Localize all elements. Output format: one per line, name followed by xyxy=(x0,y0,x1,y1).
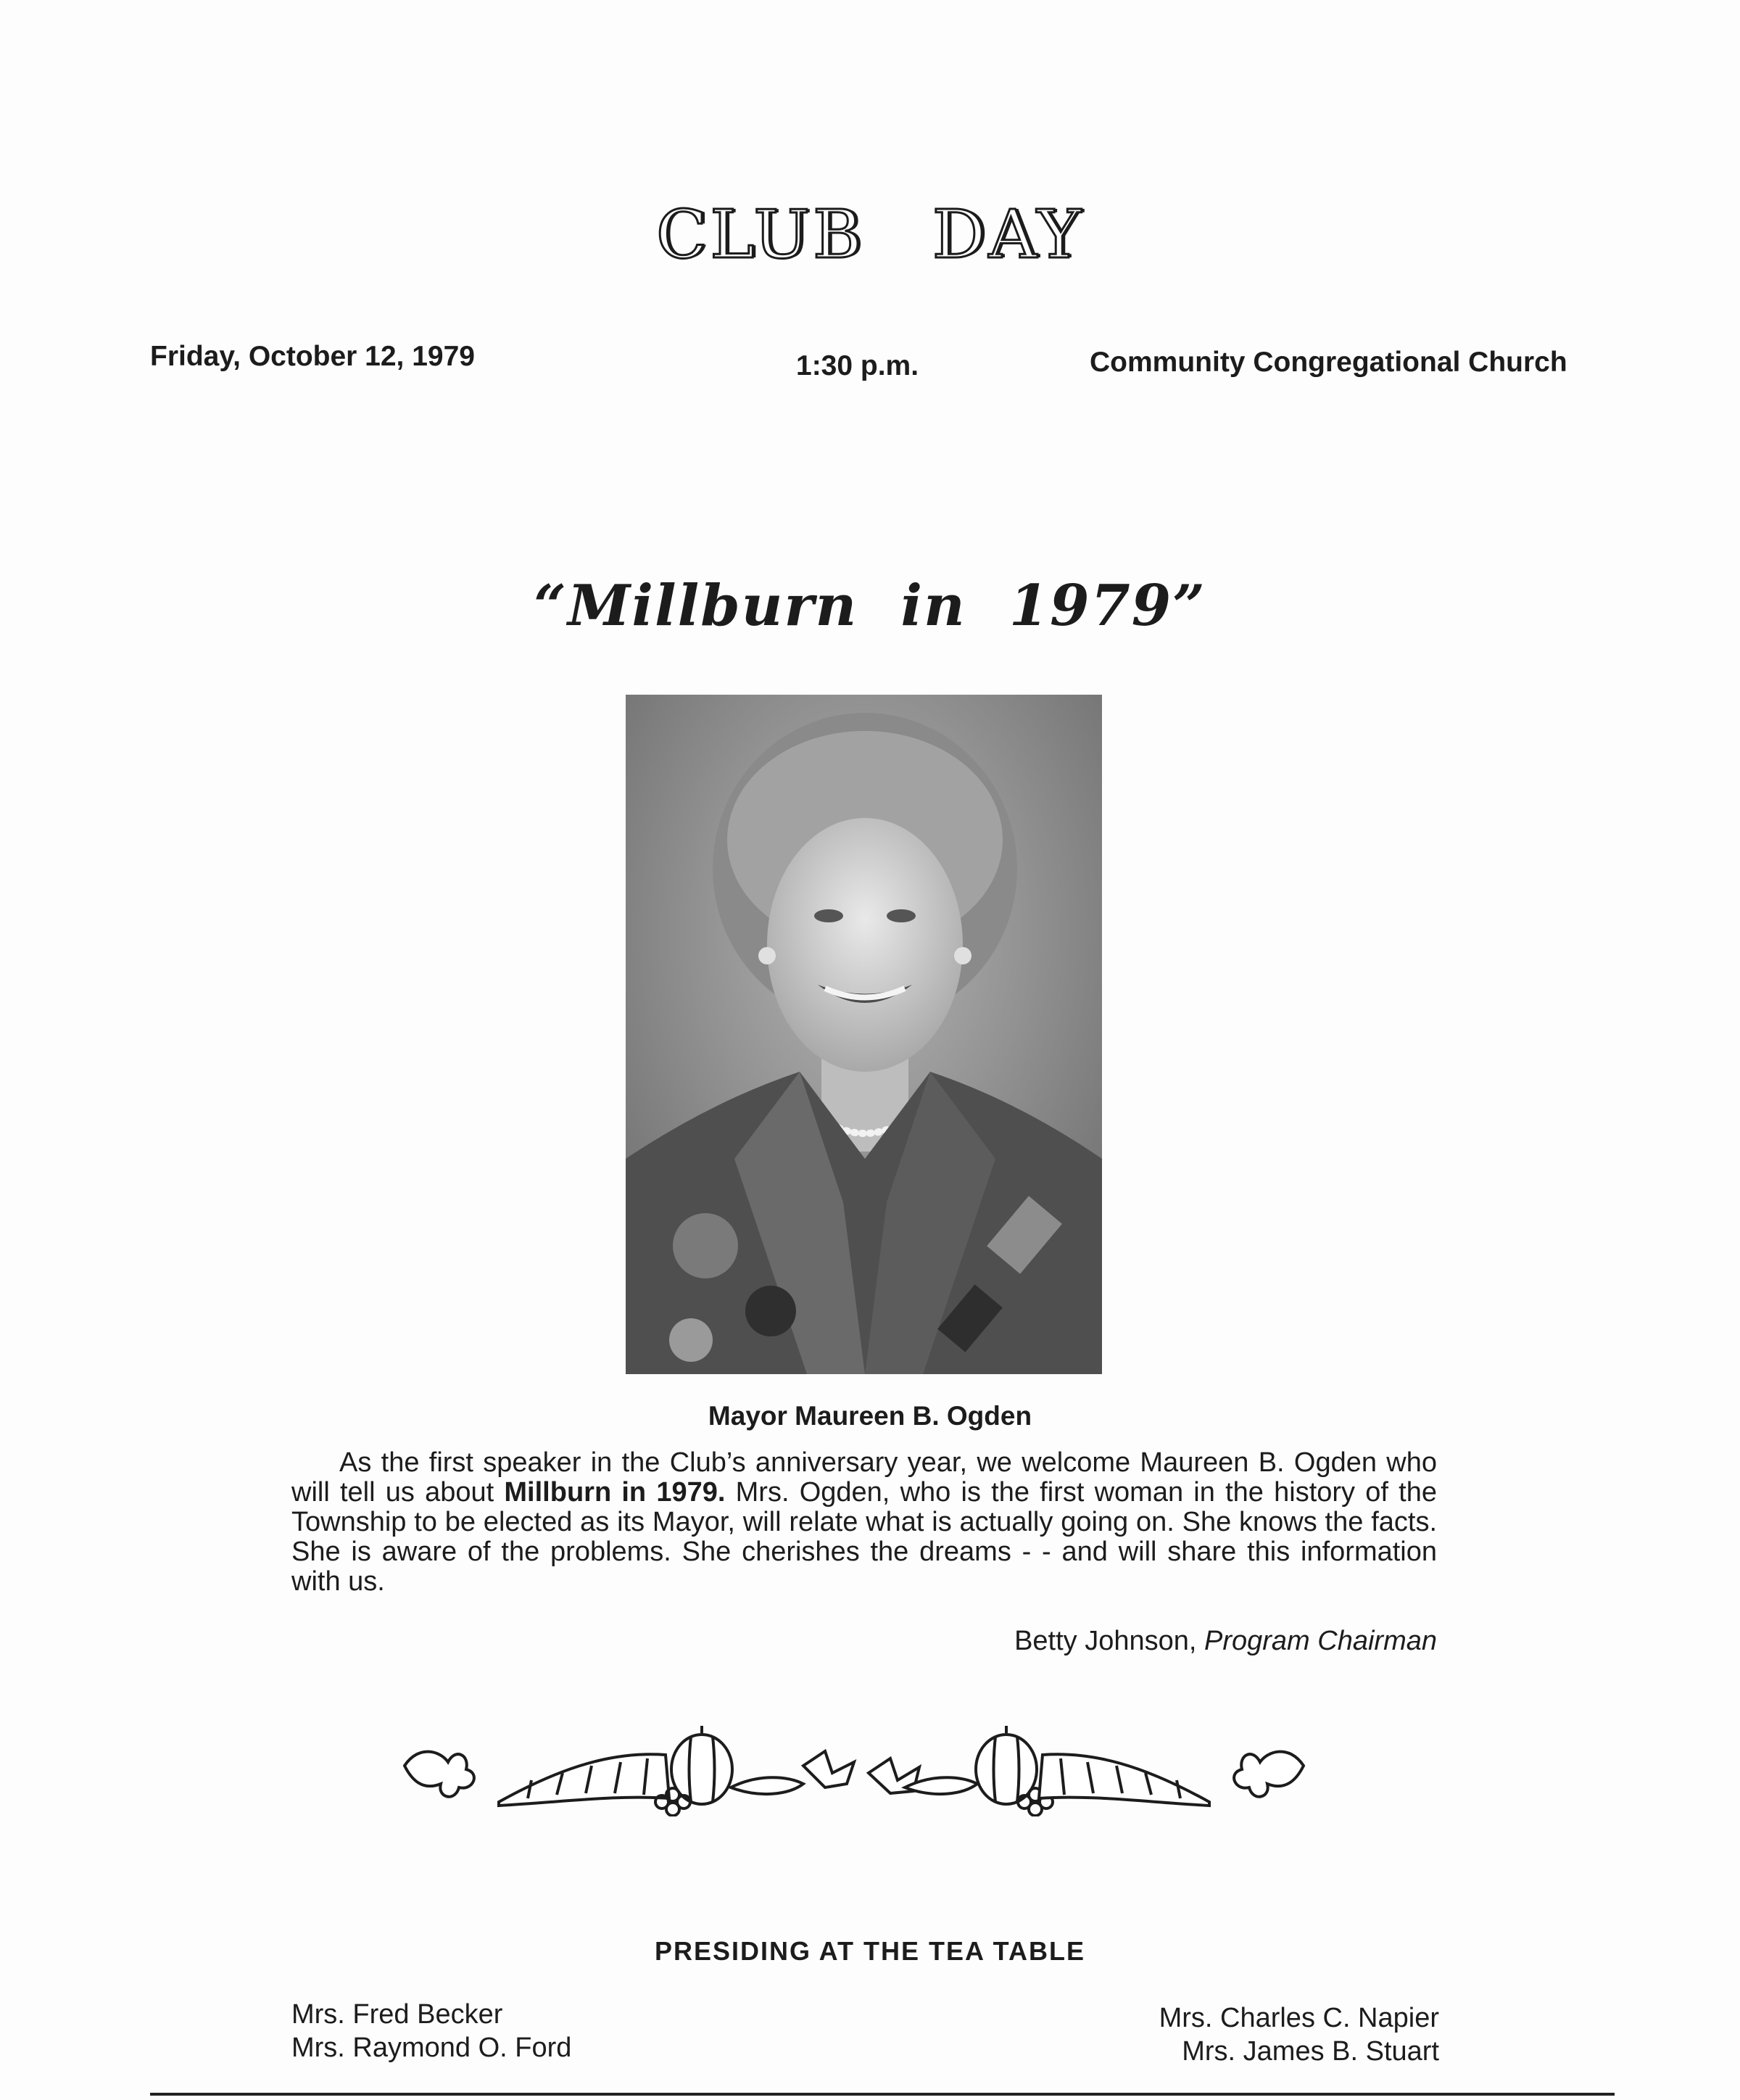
chairman-name: Betty Johnson, xyxy=(1014,1626,1204,1656)
paragraph-text-2: Mrs. Ogden, who is the first woman in the history of the Township to be elected as its Mayor, will relate what is actually going on. She knows the facts. She is aware of the problems. She cherishes the dreams - - and will share this information with us. xyxy=(291,1477,1437,1597)
host-name: Mrs. James B. Stuart xyxy=(1182,2036,1439,2067)
speaker-portrait-photo xyxy=(626,695,1102,1374)
event-location: Community Congregational Church xyxy=(1090,347,1567,378)
chairman-role: Program Chairman xyxy=(1204,1626,1437,1656)
harvest-cornucopia-icon xyxy=(397,1722,1311,1816)
event-date: Friday, October 12, 1979 xyxy=(150,341,475,372)
program-chairman-signature xyxy=(1014,1626,1437,1657)
welcome-paragraph xyxy=(291,1448,1437,1597)
tea-hosts-left xyxy=(291,1998,571,2064)
page-title: CLUB DAY xyxy=(655,196,1085,273)
host-name: Mrs. Fred Becker xyxy=(291,1999,503,2030)
photo-caption: Mayor Maureen B. Ogden xyxy=(708,1401,1032,1431)
host-name: Mrs. Raymond O. Ford xyxy=(291,2033,572,2063)
program-topic: “Millburn in 1979” xyxy=(534,573,1206,639)
harvest-ornament-divider xyxy=(397,1722,1311,1816)
event-time: 1:30 p.m. xyxy=(796,350,919,381)
tea-hosts-right xyxy=(1159,2001,1439,2068)
host-name: Mrs. Charles C. Napier xyxy=(1159,2003,1439,2033)
paragraph-text-1: As the first speaker in the Club’s anniversary year, we welcome Maureen B. Ogden who will tell us about xyxy=(291,1447,1437,1508)
tea-table-heading: PRESIDING AT THE TEA TABLE xyxy=(654,1936,1085,1966)
bottom-divider xyxy=(150,2093,1615,2096)
portrait-illustration xyxy=(626,695,1102,1374)
paragraph-topic-bold: Millburn in 1979. xyxy=(504,1477,726,1508)
